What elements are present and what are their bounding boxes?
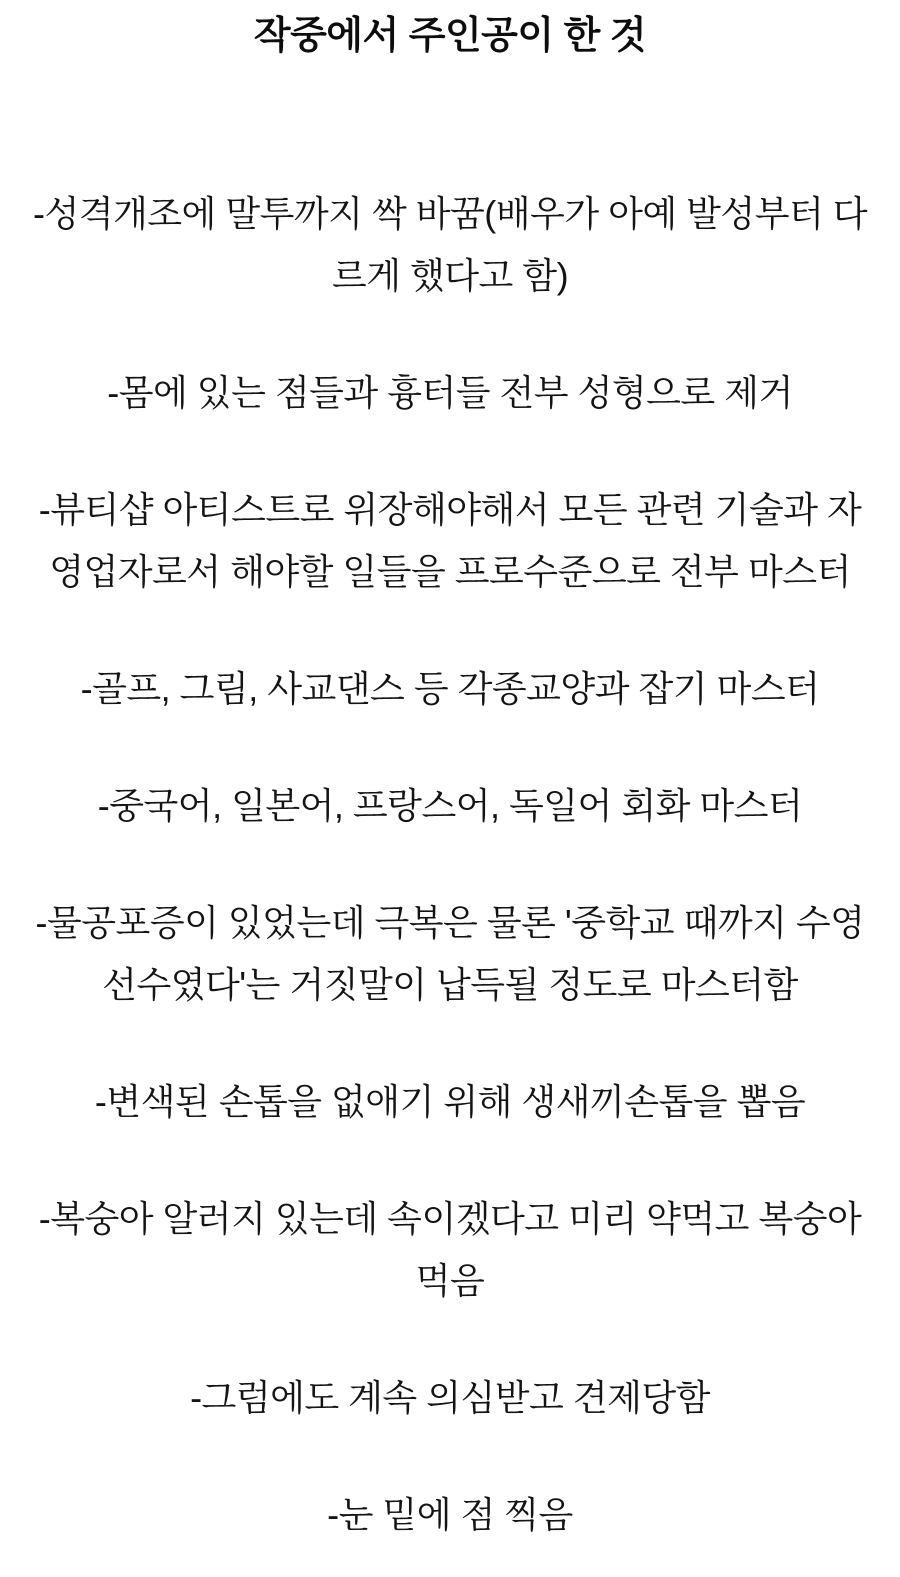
- list-item: -골프, 그림, 사교댄스 등 각종교양과 잡기 마스터: [80, 668, 820, 710]
- list-item: -복숭아 알러지 있는데 속이겠다고 미리 약먹고 복숭아 먹음: [38, 1198, 862, 1302]
- list-item: -변색된 손톱을 없애기 위해 생새끼손톱을 뽑음: [94, 1081, 806, 1123]
- list-item: -눈 밑에 점 찍음: [327, 1494, 573, 1536]
- list-item: -몸에 있는 점들과 흉터들 전부 성형으로 제거: [107, 372, 793, 414]
- item-list: [27, 183, 873, 1546]
- list-item: -뷰티샵 아티스트로 위장해야해서 모든 관련 기술과 자영업자로서 해야할 일들을 프로수준으로 전부 마스터: [38, 489, 862, 593]
- list-item: -그럼에도 계속 의심받고 견제당함: [190, 1377, 710, 1419]
- list-item: -성격개조에 말투까지 싹 바꿈(배우가 아예 발성부터 다르게 했다고 함): [32, 193, 868, 297]
- list-item: -중국어, 일본어, 프랑스어, 독일어 회화 마스터: [97, 785, 803, 827]
- page-title: 작중에서 주인공이 한 것: [253, 15, 647, 57]
- list-item: -물공포증이 있었는데 극복은 물론 '중학교 때까지 수영선수였다'는 거짓말이 납득될 정도로 마스터함: [35, 902, 865, 1006]
